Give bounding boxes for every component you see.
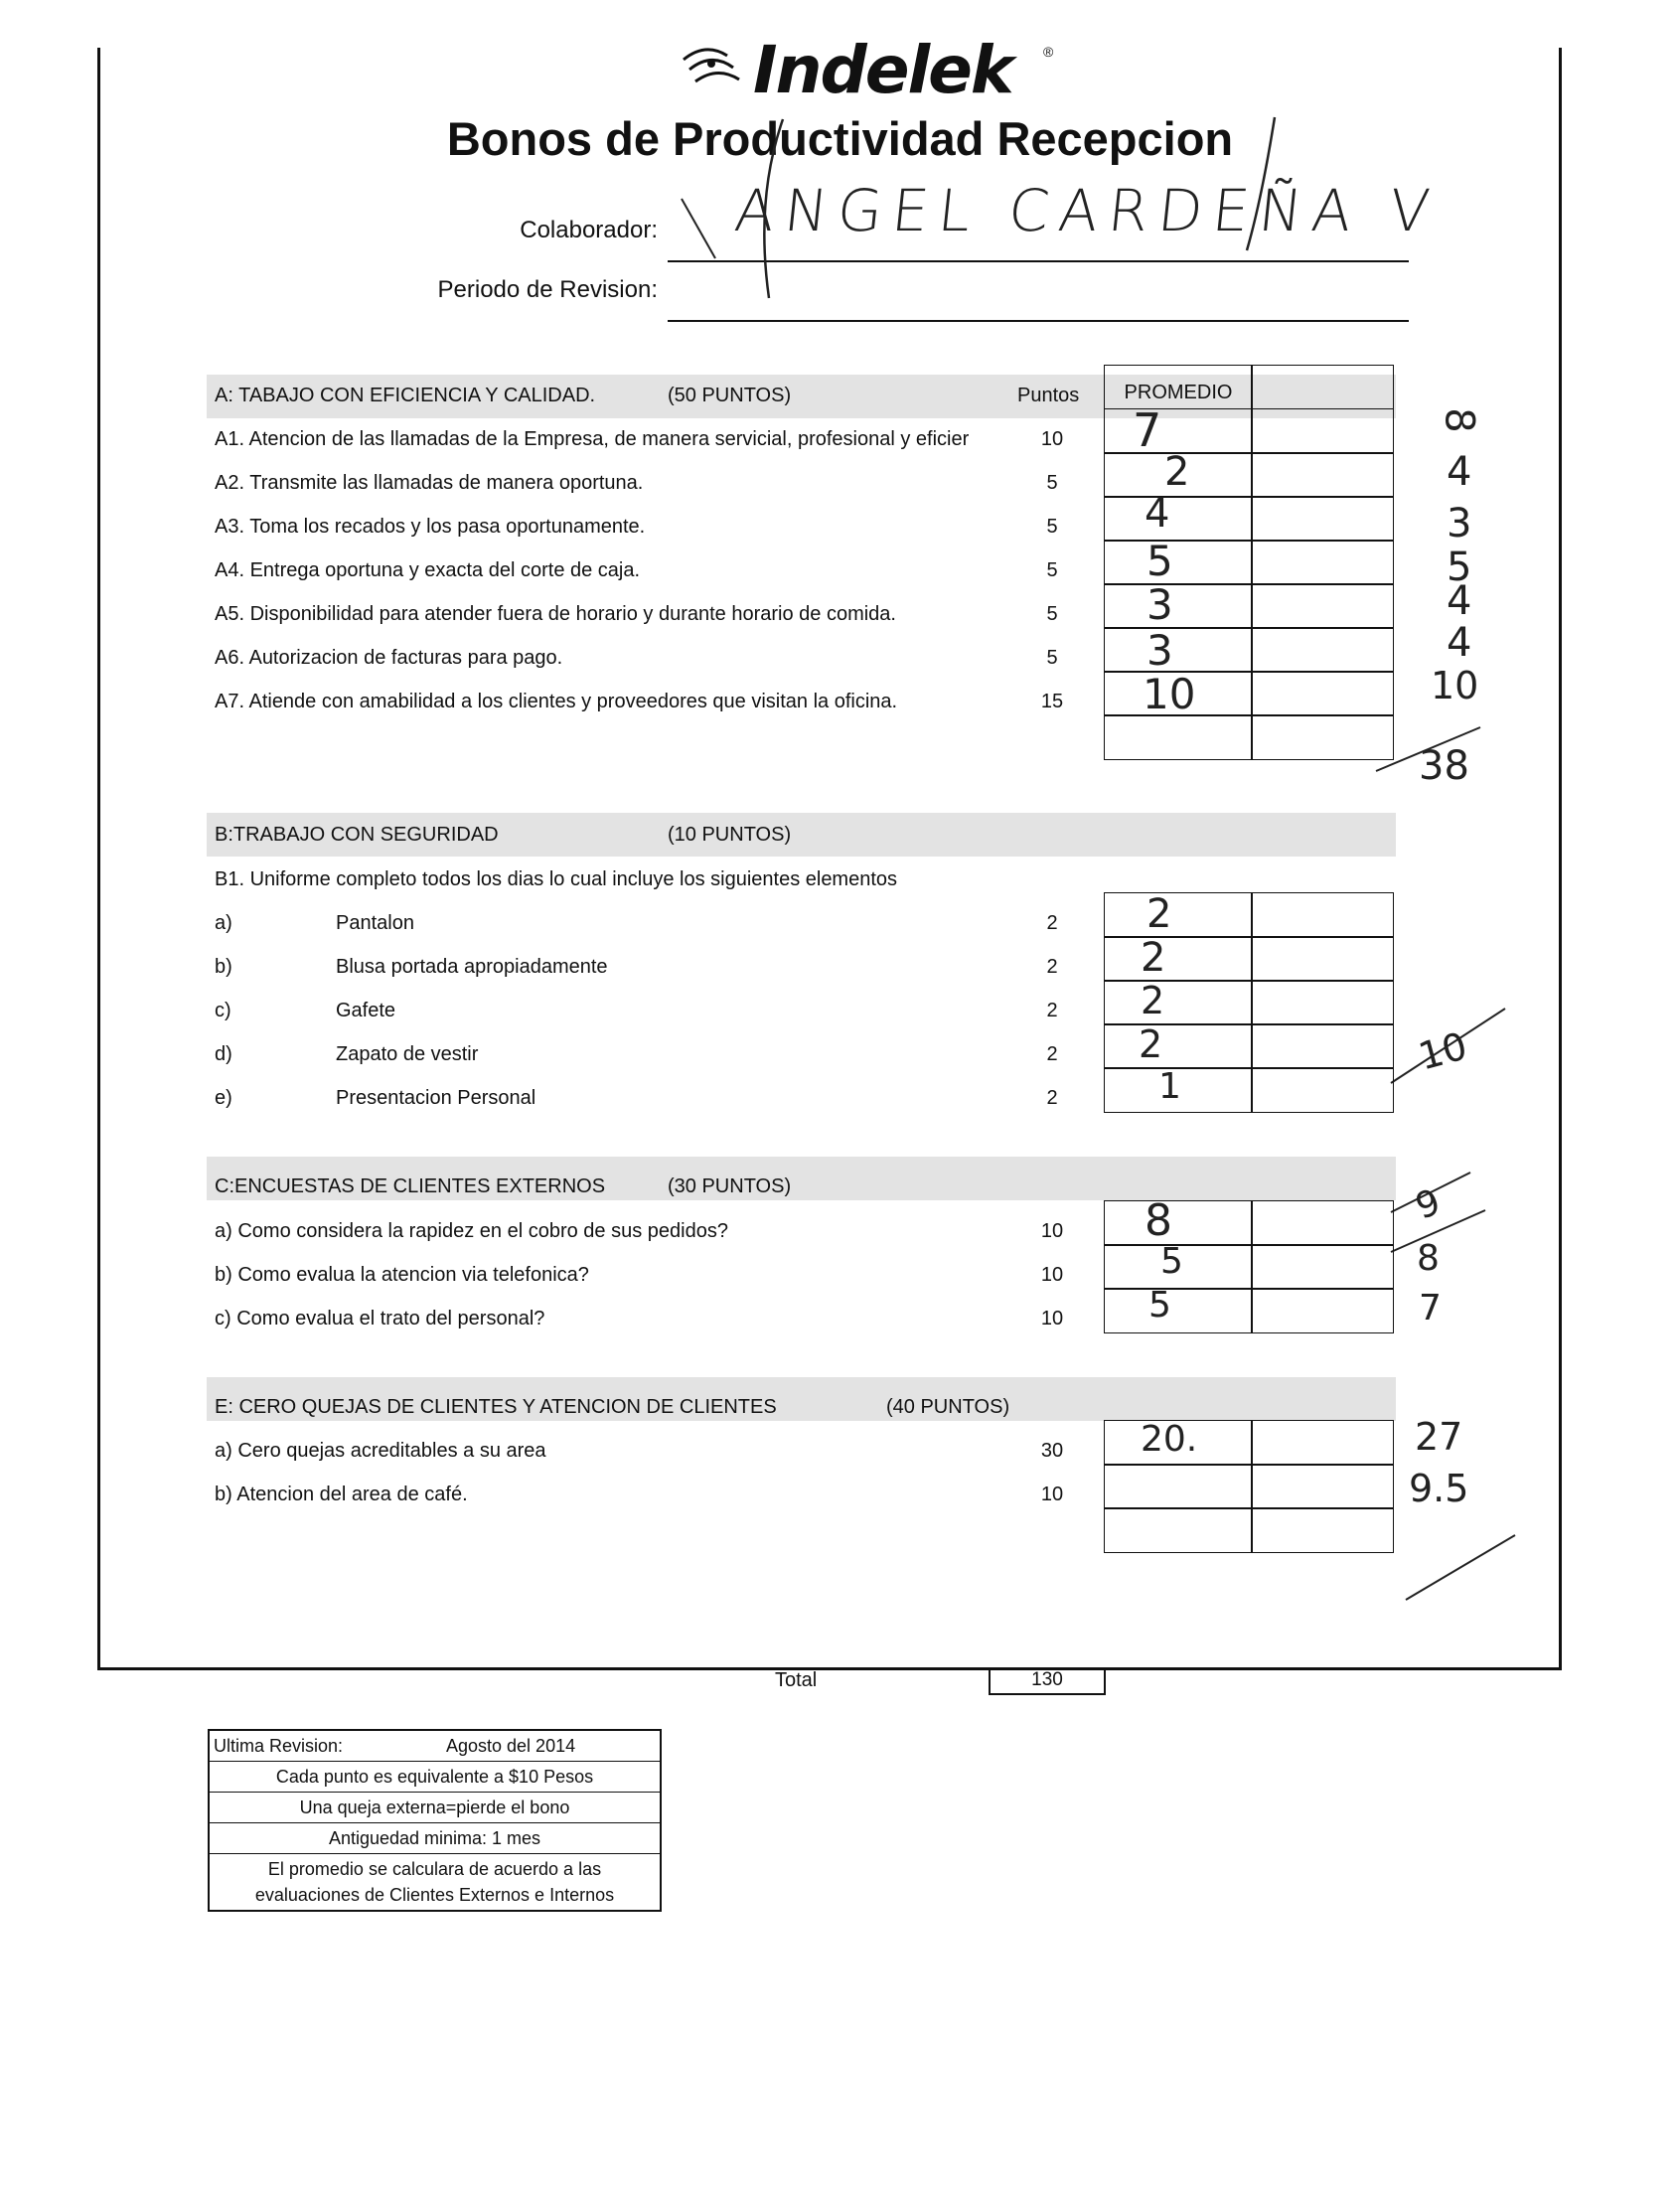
ultima-revision-row <box>210 1731 660 1762</box>
total-box <box>989 1667 1106 1695</box>
a5-extra-cell <box>1251 583 1394 629</box>
a5-score-cell <box>1104 580 1253 629</box>
section-e-points: (40 PUNTOS) <box>886 1396 1010 1418</box>
a-margin-total: 38 <box>1419 743 1469 789</box>
c-margin-note-3: 7 <box>1419 1288 1442 1329</box>
a6-label: A6. Autorizacion de facturas para pago. <box>215 647 563 669</box>
b-b-letter: b) <box>215 956 232 978</box>
b-d-score-cell <box>1104 1023 1253 1069</box>
c-c-puntos: 10 <box>1040 1308 1064 1329</box>
promedio-header-extra-cell <box>1251 365 1394 409</box>
section-a-points: (50 PUNTOS) <box>668 385 792 406</box>
a3-puntos: 5 <box>1046 516 1058 538</box>
b-d-label: Zapato de vestir <box>336 1043 479 1065</box>
b-a-puntos: 2 <box>1046 912 1058 934</box>
a3-extra-cell <box>1251 496 1394 542</box>
b-a-label: Pantalon <box>336 912 414 934</box>
b-e-puntos: 2 <box>1046 1087 1058 1109</box>
a-margin-note-7: 10 <box>1431 664 1479 707</box>
a-margin-note-5: 4 <box>1447 578 1472 624</box>
e-a-label: a) Cero quejas acreditables a su area <box>215 1440 546 1462</box>
e-blank-extra-cell <box>1251 1507 1394 1553</box>
colaborador-value: ANGEL CARDEÑA V <box>731 177 1443 244</box>
info-line-2: Una queja externa=pierde el bono <box>210 1793 660 1823</box>
a4-puntos: 5 <box>1046 559 1058 581</box>
a2-score-cell <box>1104 449 1253 498</box>
a7-puntos: 15 <box>1040 691 1064 712</box>
b-b-label: Blusa portada apropiadamente <box>336 956 608 978</box>
a4-score: 5 <box>1146 537 1173 585</box>
e-a-puntos: 30 <box>1040 1440 1064 1462</box>
section-c-points: (30 PUNTOS) <box>668 1175 792 1197</box>
a2-extra-cell <box>1251 452 1394 498</box>
c-b-puntos: 10 <box>1040 1264 1064 1286</box>
b-c-extra-cell <box>1251 980 1394 1025</box>
b-b-score-cell <box>1104 936 1253 982</box>
a1-score-cell <box>1104 403 1253 457</box>
a5-score: 3 <box>1146 580 1173 629</box>
info-line-1: Cada punto es equivalente a $10 Pesos <box>210 1762 660 1793</box>
e-a-score-cell <box>1104 1420 1253 1466</box>
a3-score-cell <box>1104 491 1253 542</box>
a-margin-note-4: 5 <box>1447 545 1472 590</box>
registered-mark: ® <box>1043 44 1054 60</box>
a-blank-score-cell <box>1104 714 1253 760</box>
c-margin-note-2: 8 <box>1417 1238 1440 1279</box>
b-d-score: 2 <box>1139 1022 1163 1066</box>
b-b-puntos: 2 <box>1046 956 1058 978</box>
periodo-label: Periodo de Revision: <box>437 276 658 303</box>
b-c-score: 2 <box>1141 979 1165 1022</box>
c-c-extra-cell <box>1251 1288 1394 1333</box>
a2-score: 2 <box>1164 449 1190 495</box>
section-e-title: E: CERO QUEJAS DE CLIENTES Y ATENCION DE CLIENTES <box>215 1396 777 1418</box>
a4-score-cell <box>1104 537 1253 585</box>
c-c-score-cell <box>1104 1285 1253 1333</box>
e-b-puntos: 10 <box>1040 1484 1064 1505</box>
puntos-header: Puntos <box>1017 385 1080 406</box>
b-e-label: Presentacion Personal <box>336 1087 536 1109</box>
page-title: Bonos de Productividad Recepcion <box>446 112 1234 165</box>
a1-puntos: 10 <box>1040 428 1064 450</box>
a-margin-note-1: 8 <box>1436 407 1482 433</box>
promedio-header-cell <box>1104 365 1253 409</box>
b-d-extra-cell <box>1251 1023 1394 1069</box>
b-a-letter: a) <box>215 912 232 934</box>
e-b-score-cell <box>1104 1464 1253 1509</box>
section-a-title: A: TABAJO CON EFICIENCIA Y CALIDAD. <box>215 385 596 406</box>
a5-puntos: 5 <box>1046 603 1058 625</box>
b-b-score: 2 <box>1141 935 1166 981</box>
c-a-label: a) Como considera la rapidez en el cobro de sus pedidos? <box>215 1220 728 1242</box>
b-a-score: 2 <box>1146 891 1172 937</box>
e-a-score: 20. <box>1141 1419 1198 1460</box>
a3-label: A3. Toma los recados y los pasa oportunamente. <box>215 516 646 538</box>
info-line-4a: El promedio se calculara de acuerdo a las <box>267 1859 602 1879</box>
a7-score: 10 <box>1143 670 1196 718</box>
a5-label: A5. Disponibilidad para atender fuera de horario y durante horario de comida. <box>215 603 896 625</box>
a-margin-note-3: 3 <box>1447 501 1472 547</box>
b-e-score-cell <box>1104 1067 1253 1113</box>
a4-label: A4. Entrega oportuna y exacta del corte de caja. <box>215 559 641 581</box>
c-b-extra-cell <box>1251 1244 1394 1290</box>
e-a-extra-cell <box>1251 1420 1394 1466</box>
a1-extra-cell <box>1251 408 1394 454</box>
c-a-puntos: 10 <box>1040 1220 1064 1242</box>
a-blank-extra-cell <box>1251 714 1394 760</box>
e-margin-note-1: 27 <box>1415 1415 1463 1459</box>
c-c-score: 5 <box>1148 1285 1171 1326</box>
c-a-score-cell <box>1104 1195 1253 1246</box>
a7-extra-cell <box>1251 671 1394 716</box>
ultima-revision-label: Ultima Revision: <box>214 1736 344 1756</box>
a7-score-cell <box>1104 671 1253 716</box>
b-c-letter: c) <box>215 1000 231 1021</box>
b-d-puntos: 2 <box>1046 1043 1058 1065</box>
ultima-revision-value: Agosto del 2014 <box>446 1736 576 1756</box>
info-line-3: Antiguedad minima: 1 mes <box>210 1823 660 1854</box>
b-d-letter: d) <box>215 1043 232 1065</box>
a4-extra-cell <box>1251 540 1394 585</box>
a1-label: A1. Atencion de las llamadas de la Empresa, de manera servicial, profesional y eficier <box>215 428 970 450</box>
b-c-puntos: 2 <box>1046 1000 1058 1021</box>
section-c-title: C:ENCUESTAS DE CLIENTES EXTERNOS <box>215 1175 606 1197</box>
total-label: Total <box>775 1669 818 1691</box>
a6-puntos: 5 <box>1046 647 1058 669</box>
b-e-score: 1 <box>1158 1066 1181 1107</box>
c-b-score-cell <box>1104 1241 1253 1290</box>
promedio-header: PROMEDIO <box>1124 382 1233 403</box>
c-c-label: c) Como evalua el trato del personal? <box>215 1308 545 1329</box>
c-margin-note-1: 9 <box>1410 1181 1447 1228</box>
a2-puntos: 5 <box>1046 472 1058 494</box>
colaborador-label: Colaborador: <box>520 217 658 243</box>
e-blank-score-cell <box>1104 1507 1253 1553</box>
section-b-subtitle: B1. Uniforme completo todos los dias lo cual incluye los siguientes elementos <box>215 868 898 890</box>
section-b-title: B:TRABAJO CON SEGURIDAD <box>215 824 499 846</box>
b-b-extra-cell <box>1251 936 1394 982</box>
logo-text: Indelek <box>753 32 1012 108</box>
info-line-4b: evaluaciones de Clientes Externos e Internos <box>254 1885 615 1905</box>
total-value: 130 <box>1031 1669 1063 1690</box>
info-line-4 <box>210 1854 660 1910</box>
info-box <box>208 1729 662 1912</box>
c-a-extra-cell <box>1251 1200 1394 1246</box>
a3-score: 4 <box>1145 491 1170 537</box>
a-margin-note-6: 4 <box>1447 620 1472 666</box>
c-b-score: 5 <box>1160 1241 1183 1282</box>
e-b-extra-cell <box>1251 1464 1394 1509</box>
c-a-score: 8 <box>1145 1195 1172 1246</box>
b-c-score-cell <box>1104 980 1253 1025</box>
a7-label: A7. Atiende con amabilidad a los clientes y proveedores que visitan la oficina. <box>215 691 898 712</box>
e-margin-note-2: 9.5 <box>1409 1467 1469 1510</box>
c-b-label: b) Como evalua la atencion via telefonica? <box>215 1264 589 1286</box>
section-b-points: (10 PUNTOS) <box>668 824 792 846</box>
b-margin-total: 10 <box>1414 1023 1472 1079</box>
a-margin-note-2: 4 <box>1447 449 1472 495</box>
b-e-extra-cell <box>1251 1067 1394 1113</box>
a6-score-cell <box>1104 627 1253 673</box>
b-a-score-cell <box>1104 892 1253 938</box>
b-c-label: Gafete <box>336 1000 396 1021</box>
a6-score: 3 <box>1146 626 1173 675</box>
b-a-extra-cell <box>1251 892 1394 938</box>
a2-label: A2. Transmite las llamadas de manera oportuna. <box>215 472 644 494</box>
e-b-label: b) Atencion del area de café. <box>215 1484 468 1505</box>
a6-extra-cell <box>1251 627 1394 673</box>
b-e-letter: e) <box>215 1087 232 1109</box>
a1-score: 7 <box>1133 403 1162 457</box>
